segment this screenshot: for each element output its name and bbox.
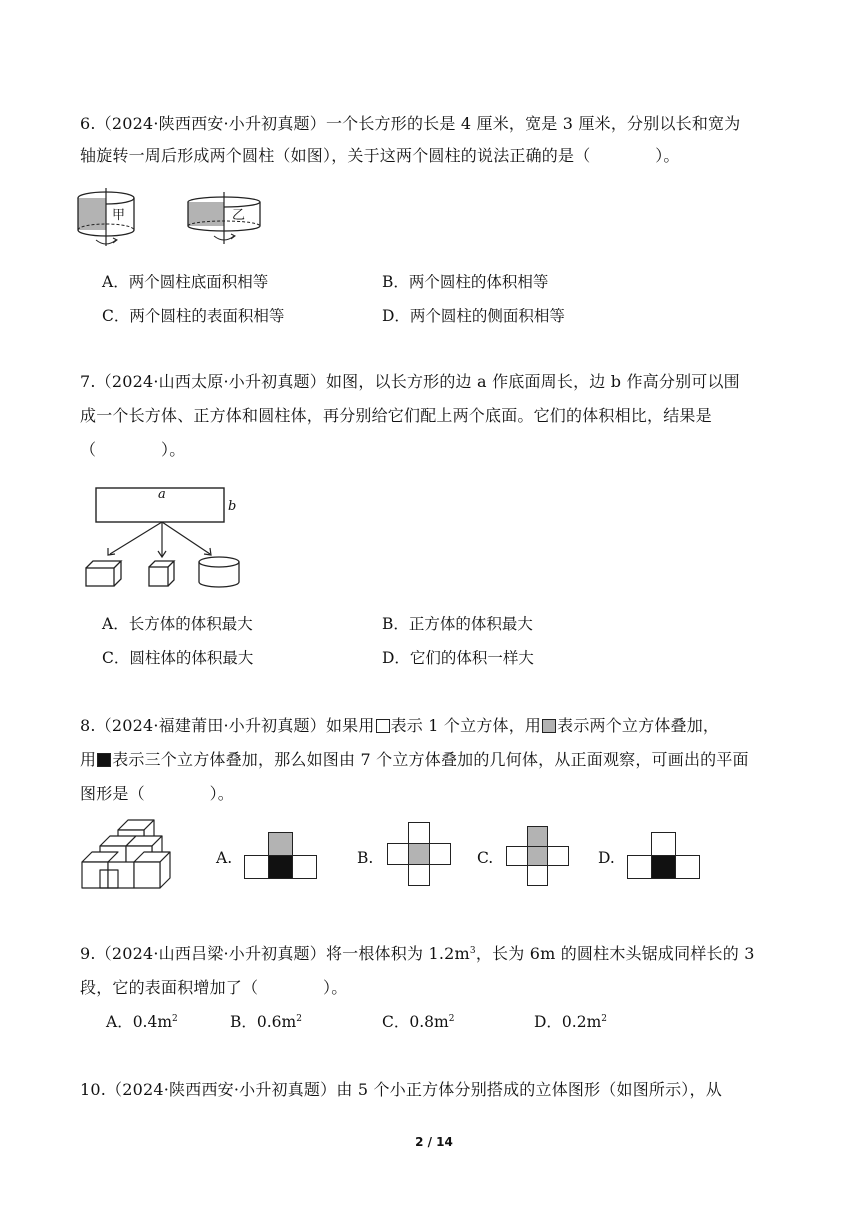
q8-line1-part1: 8.（2024·福建莆田·小升初真题）如果用 — [80, 716, 375, 735]
q8-line2-part1: 用 — [80, 750, 97, 769]
q7-label-a: a — [158, 487, 166, 502]
q6-option-c: C．两个圆柱的表面积相等 — [102, 307, 285, 325]
q6-option-d: D．两个圆柱的侧面积相等 — [382, 307, 565, 325]
q9-option-b-sup: 2 — [296, 1014, 302, 1024]
q8-option-b-label: B. — [357, 849, 374, 867]
q7-option-b: B．正方体的体积最大 — [382, 615, 533, 633]
triple-cube-symbol — [97, 753, 111, 767]
q7-cube — [149, 561, 174, 586]
q8-option-b-grid — [387, 822, 451, 886]
q9-text-line1 — [80, 944, 755, 964]
q7-option-a: A．长方体的体积最大 — [102, 615, 253, 633]
q8-text-line1 — [80, 716, 719, 736]
q9-option-d — [534, 1012, 607, 1032]
q6-text-line1: 6.（2024·陕西西安·小升初真题）一个长方形的长是 4 厘米，宽是 3 厘米，分别以长和宽为 — [80, 114, 741, 133]
q7-text-line2: 成一个长方体、正方体和圆柱体，再分别给它们配上两个底面。它们的体积相比，结果是 — [80, 406, 712, 425]
q6-option-b: B．两个圆柱的体积相等 — [382, 273, 549, 291]
q8-line2-part2: 表示三个立方体叠加，那么如图由 7 个立方体叠加的几何体，从正面观察，可画出的平面 — [112, 750, 749, 769]
q9-option-c — [382, 1012, 454, 1032]
q9-option-a-text: A．0.4m — [106, 1013, 173, 1031]
q9-line1-part2: ，长为 6m 的圆柱木头锯成同样长的 3 — [475, 944, 755, 963]
q8-line1-part3: 表示两个立方体叠加， — [557, 716, 720, 735]
q8-option-d-label: D. — [598, 849, 615, 867]
single-cube-symbol — [376, 719, 390, 733]
q8-cube-stack-figure — [80, 818, 176, 892]
q7-cylinder — [199, 557, 239, 587]
q6-cylinders-figure — [74, 188, 284, 258]
cylinder-yi-label: 乙 — [232, 208, 246, 223]
q7-cuboid — [86, 561, 121, 586]
cylinder-jia-label: 甲 — [112, 208, 126, 223]
q9-option-c-sup: 2 — [448, 1014, 455, 1024]
q8-text-line3: 图形是（ ）。 — [80, 784, 235, 803]
q10-text-line1: 10.（2024·陕西西安·小升初真题）由 5 个小正方体分别搭成的立体图形（如图所示），从 — [80, 1080, 722, 1099]
q9-option-b — [230, 1012, 302, 1032]
page-number: 2 / 14 — [415, 1135, 453, 1149]
q8-option-a-grid — [244, 832, 318, 880]
q9-option-a-sup: 2 — [172, 1014, 178, 1024]
q9-option-c-text: C．0.8m — [382, 1013, 449, 1031]
q8-option-a-label: A. — [216, 849, 233, 867]
q9-option-d-text: D．0.2m — [534, 1013, 602, 1031]
q8-text-line2 — [80, 750, 749, 770]
q9-option-b-text: B．0.6m — [230, 1013, 297, 1031]
double-cube-symbol — [542, 719, 556, 733]
q9-option-a — [106, 1012, 178, 1032]
q7-text-line3: （ ）。 — [80, 440, 186, 459]
q8-option-c-label: C. — [477, 849, 494, 867]
cylinder-jia — [78, 188, 134, 246]
q7-text-line1: 7.（2024·山西太原·小升初真题）如图，以长方形的边 a 作底面周长，边 b 作高分别可以围 — [80, 372, 740, 391]
q9-option-d-sup: 2 — [601, 1014, 608, 1024]
q7-option-d: D．它们的体积一样大 — [382, 649, 534, 667]
q6-option-a: A．两个圆柱底面积相等 — [102, 273, 269, 291]
q9-cube-unit-sup: 3 — [469, 946, 476, 956]
q8-line1-part2: 表示 1 个立方体，用 — [390, 716, 542, 735]
q8-option-d-grid — [627, 832, 701, 880]
q7-option-c: C．圆柱体的体积最大 — [102, 649, 254, 667]
q9-text-line2: 段，它的表面积增加了（ ）。 — [80, 978, 348, 997]
q6-text-line2: 轴旋转一周后形成两个圆柱（如图），关于这两个圆柱的说法正确的是（ ）。 — [80, 146, 680, 165]
q9-line1-part1: 9.（2024·山西吕梁·小升初真题）将一根体积为 1.2m — [80, 944, 470, 963]
q7-label-b: b — [228, 499, 237, 514]
cylinder-yi — [188, 192, 260, 244]
q8-option-c-grid — [506, 826, 570, 886]
q7-rectangle-figure — [80, 484, 250, 594]
